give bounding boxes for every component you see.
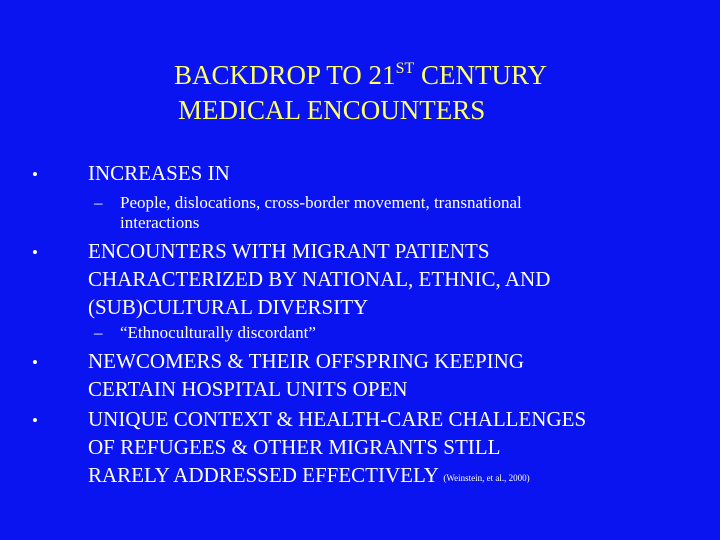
sub-bullet-marker: – (94, 193, 103, 212)
sub-bullet-text: “Ethnoculturally discordant” (120, 323, 316, 342)
bullet-text-with-citation (88, 462, 530, 492)
bullet-text: RARELY ADDRESSED EFFECTIVELY (88, 463, 439, 487)
bullet-marker: • (32, 243, 38, 262)
bullet-text: UNIQUE CONTEXT & HEALTH-CARE CHALLENGES (88, 407, 587, 431)
bullet-marker: • (32, 411, 38, 430)
bullet-text: ENCOUNTERS WITH MIGRANT PATIENTS (88, 239, 490, 263)
title-line-2: MEDICAL ENCOUNTERS (178, 95, 486, 125)
sub-bullet-text: interactions (120, 213, 200, 232)
bullet-text: NEWCOMERS & THEIR OFFSPRING KEEPING (88, 349, 524, 373)
bullet-text: (SUB)CULTURAL DIVERSITY (88, 295, 369, 319)
bullet-marker: • (32, 165, 38, 184)
title-line-1-suffix: CENTURY (414, 60, 547, 90)
title-line-1 (174, 58, 547, 92)
bullet-text: OF REFUGEES & OTHER MIGRANTS STILL (88, 435, 501, 459)
sub-bullet-text: People, dislocations, cross-border movement, transnational (120, 193, 522, 212)
sub-bullet-marker: – (94, 323, 103, 342)
bullet-text: CHARACTERIZED BY NATIONAL, ETHNIC, AND (88, 267, 551, 291)
title-superscript: ST (395, 60, 415, 77)
bullet-text: INCREASES IN (88, 161, 230, 185)
citation: (Weinstein, et al., 2000) (443, 473, 530, 483)
bullet-text: CERTAIN HOSPITAL UNITS OPEN (88, 377, 408, 401)
bullet-marker: • (32, 353, 38, 372)
title-line-1-prefix: BACKDROP TO 21 (174, 60, 396, 90)
